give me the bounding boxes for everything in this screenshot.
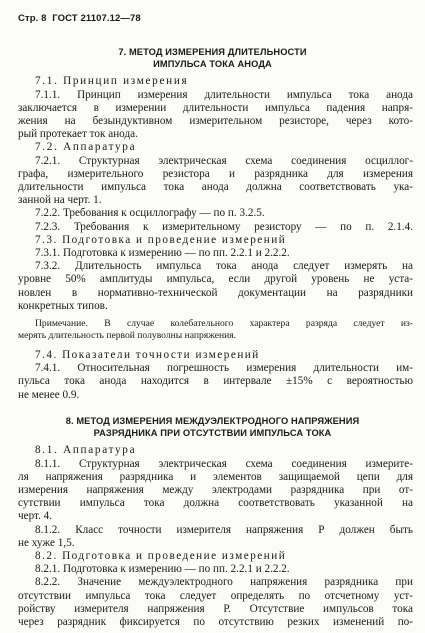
subsection-heading: 8.2. Подготовка и проведение измерений [35, 549, 287, 562]
section-8-title-line-1: 8. МЕТОД ИЗМЕРЕНИЯ МЕЖДУЭЛЕКТРОДНОГО НАПРЯЖЕНИЯ [65, 416, 360, 426]
text-line: отсутствии импульса тока следует определять по отсчетному уст- [18, 589, 413, 602]
text-line: 7.2.2. Требования к осциллографу — по п. 3.2.5. [35, 207, 265, 220]
section-7-title-line-1: 7. МЕТОД ИЗМЕРЕНИЯ ДЛИТЕЛЬНОСТИ [118, 47, 307, 57]
text-line: уровне 50% амплитуды импульса, если другой уровень не уста- [18, 273, 413, 286]
text-line: 7.4.1. Относительная погрешность измерения длительности им- [35, 362, 413, 375]
text-line: 7.2.1. Структурная электрическая схема соединения осциллог- [35, 154, 413, 167]
page-number: Стр. 8 [18, 13, 47, 24]
text-line: 8.1.1. Структурная электрическая схема соединения измерите- [35, 457, 413, 470]
text-line: 8.2.1. Подготовка к измерению — по пп. 2.2.1 и 2.2.2. [35, 563, 290, 576]
section-7-title-line-2: ИМПУЛЬСА ТОКА АНОДА [153, 59, 272, 70]
text-line: ройству измерителя напряжения Р. Отсутствие импульсов тока [18, 602, 413, 615]
text-line: 8.1.2. Класс точности измерителя напряжения Р должен быть [35, 523, 413, 536]
note-line: мерять длительность первой полуволны напряжения. [18, 330, 237, 342]
subsection-heading: 7.1. Принцип измерения [35, 75, 189, 88]
text-line: графа, измерительного резистора и разрядника для измерения [18, 167, 413, 180]
standard-number: ГОСТ 21107.12—78 [52, 13, 141, 24]
text-line: пульса тока анода находится в интервале ±15% с вероятностью [18, 375, 413, 388]
text-line: 8.2.2. Значение междуэлектродного напряжения разрядника при [35, 576, 413, 589]
text-line: 7.1.1. Принцип измерения длительности импульса тока анода [35, 88, 413, 101]
text-line: черт. 4. [18, 510, 53, 523]
text-line: сутствии импульса тока должна соответствовать указанной на [18, 497, 413, 510]
text-line: не менее 0.9. [18, 388, 80, 401]
subsection-heading: 8.1. Аппаратура [35, 444, 137, 457]
text-line: занной на черт. 1. [18, 194, 102, 207]
text-line: 7.3.2. Длительность импульса тока анода следует измерять на [35, 260, 413, 273]
text-line: рый протекает ток анода. [18, 128, 138, 141]
text-line: 7.2.3. Требования к измерительному резистору — по п. 2.1.4. [35, 220, 413, 233]
note-line: Примечание. В случае колебательного характера разряда следует из- [35, 317, 413, 329]
text-line: заключается в измерении длительности импульса падения напря- [18, 101, 413, 114]
text-line: ля напряжения разрядника и элементов защищаемой цепи для [18, 470, 413, 483]
subsection-heading: 7.2. Аппаратура [35, 141, 137, 154]
text-line: конкретных типов. [18, 299, 108, 312]
text-line: жения на безындуктивном измерительном резисторе, через кото- [18, 114, 413, 127]
text-line: через разрядник фиксируется по отсутствию резких изменений по- [18, 616, 413, 628]
section-8-title-line-2: РАЗРЯДНИКА ПРИ ОТСУТСТВИИ ИМПУЛЬСА ТОКА [93, 428, 332, 439]
text-line: новлен в нормативно-технической документации на разрядники [18, 286, 413, 299]
subsection-heading: 7.3. Подготовка и проведение измерений [35, 233, 287, 246]
text-line: не хуже 1,5. [18, 536, 75, 549]
page-header [18, 12, 141, 26]
subsection-heading: 7.4. Показатели точности измерений [35, 348, 260, 361]
text-line: 7.3.1. Подготовка к измерению — по пп. 2.2.1 и 2.2.2. [35, 247, 290, 259]
text-line: измерения напряжения между электродами разрядника при от- [18, 483, 413, 496]
text-line: длительности импульса тока анода должна соответствовать ука- [18, 181, 413, 193]
